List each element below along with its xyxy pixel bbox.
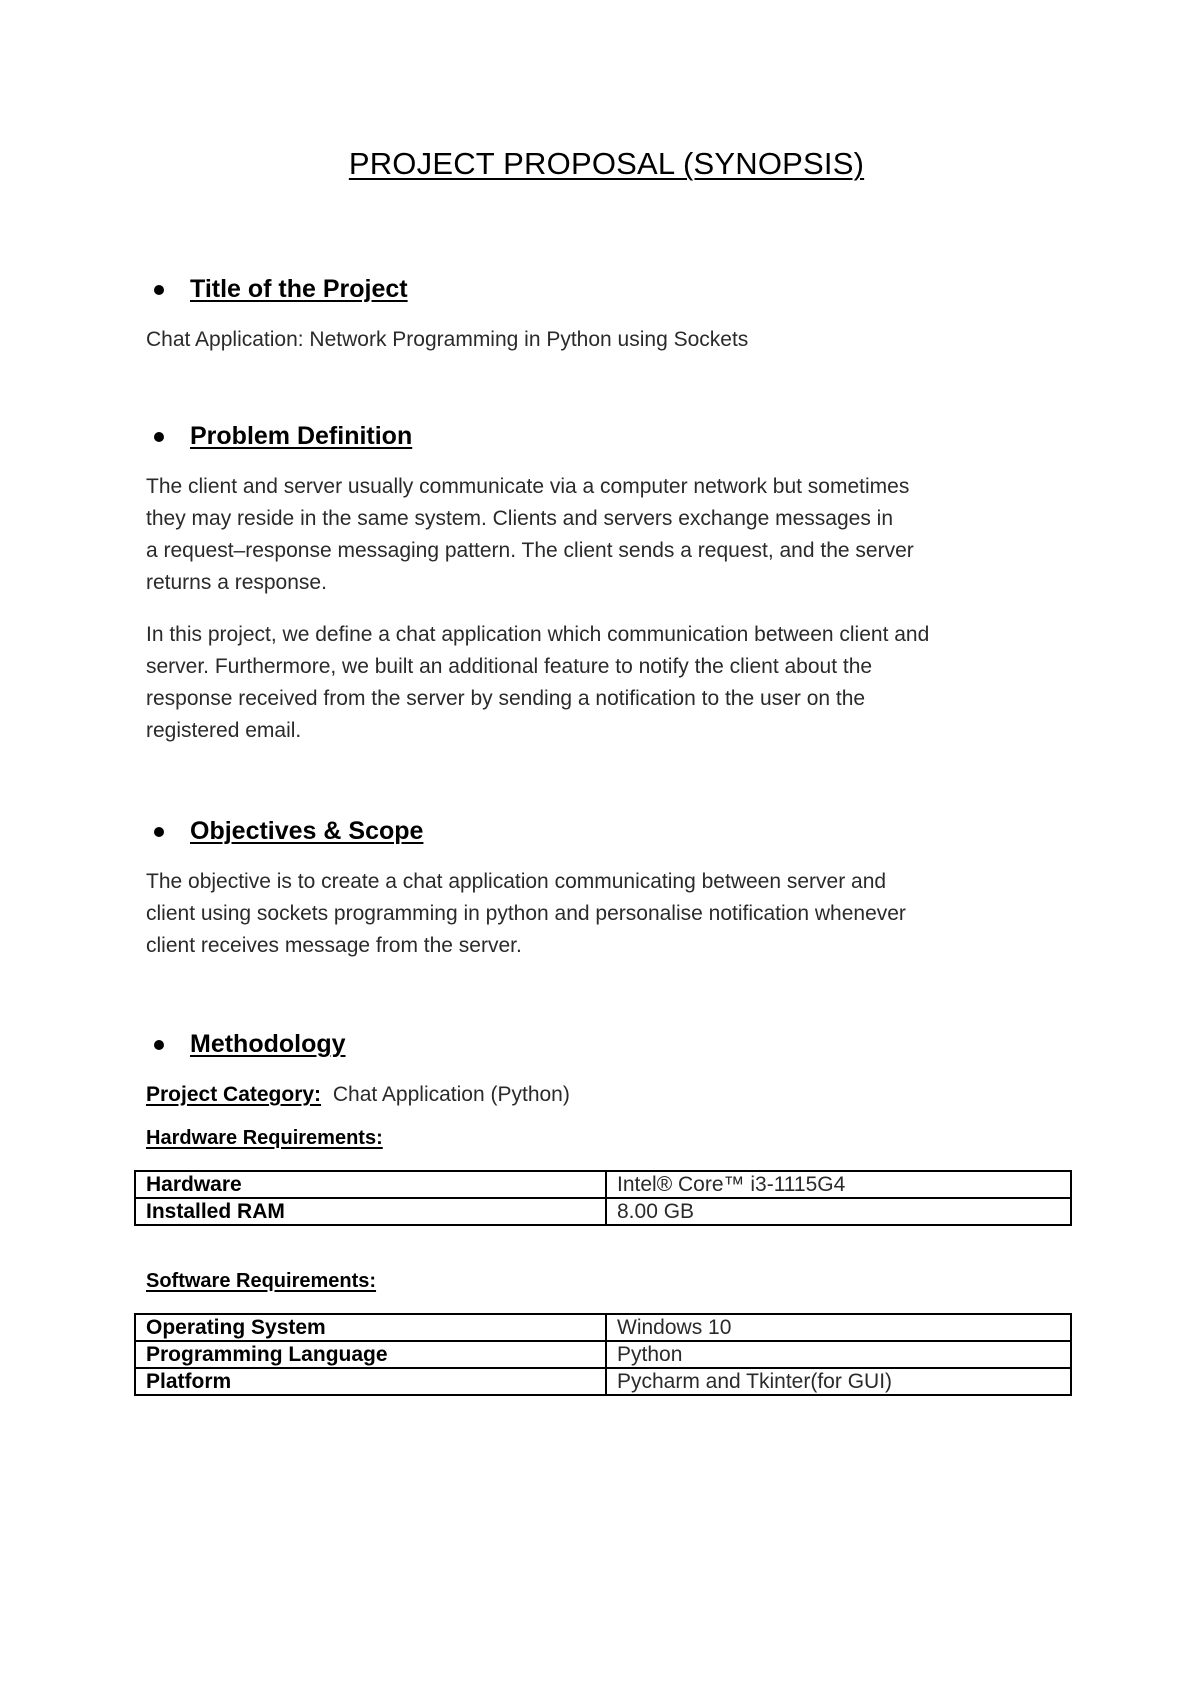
section-problem-definition [146,422,1067,747]
table-row [135,1314,1071,1341]
problem-paragraph-2 [146,619,1067,747]
table-cell-value: Intel® Core™ i3-1115G4 [606,1171,1071,1198]
table-row [135,1341,1071,1368]
table-cell-key: Hardware [135,1171,606,1198]
project-category-value: Chat Application (Python) [332,1083,570,1106]
text-line: they may reside in the same system. Clients and servers exchange messages in [146,507,894,530]
table-cell-value: Python [606,1341,1071,1368]
text-line: The objective is to create a chat application communicating between server and [146,870,887,893]
project-category-label: Project Category: [146,1083,322,1106]
bullet-icon [154,1040,164,1050]
text-line: In this project, we define a chat application which communication between client and [146,623,930,646]
section-heading [146,817,1067,846]
bullet-icon [154,432,164,442]
table-cell-value: Windows 10 [606,1314,1071,1341]
section-heading-label: Problem Definition [190,422,413,450]
table-row [135,1198,1071,1225]
section-heading [146,422,1067,451]
table-cell-value: Pycharm and Tkinter(for GUI) [606,1368,1071,1395]
problem-paragraph-1 [146,471,1067,599]
section-title-of-project [146,275,1067,356]
section-heading-label: Objectives & Scope [190,817,424,845]
project-category [146,1079,1067,1111]
objectives-paragraph [146,866,1067,962]
text-line: returns a response. [146,571,327,594]
section-objectives-scope [146,817,1067,962]
hardware-requirements-table [134,1170,1072,1226]
table-cell-value: 8.00 GB [606,1198,1071,1225]
table-cell-key: Installed RAM [135,1198,606,1225]
table-row [135,1171,1071,1198]
section-heading [146,275,1067,304]
software-requirements-heading: Software Requirements: [146,1270,377,1292]
software-requirements-table [134,1313,1072,1396]
text-line: response received from the server by sending a notification to the user on the [146,687,866,710]
text-line: server. Furthermore, we built an additional feature to notify the client about the [146,655,873,678]
text-line: The client and server usually communicate via a computer network but sometimes [146,475,910,498]
text-line: client using sockets programming in python and personalise notification whenever [146,902,906,925]
table-cell-key: Programming Language [135,1341,606,1368]
text-line: registered email. [146,719,302,742]
table-cell-key: Platform [135,1368,606,1395]
text-line: client receives message from the server. [146,934,522,957]
project-title-text: Chat Application: Network Programming in Python using Sockets [146,328,749,351]
page-title: PROJECT PROPOSAL (SYNOPSIS) [348,146,865,181]
bullet-icon [154,827,164,837]
bullet-icon [154,285,164,295]
section-heading-label: Methodology [190,1030,346,1058]
text-line: a request–response messaging pattern. The client sends a request, and the server [146,539,914,562]
section-heading [146,1030,1067,1059]
hardware-requirements-heading: Hardware Requirements: [146,1127,383,1149]
table-row [135,1368,1071,1395]
section-methodology [146,1030,1067,1396]
section-heading-label: Title of the Project [190,275,408,303]
table-cell-key: Operating System [135,1314,606,1341]
